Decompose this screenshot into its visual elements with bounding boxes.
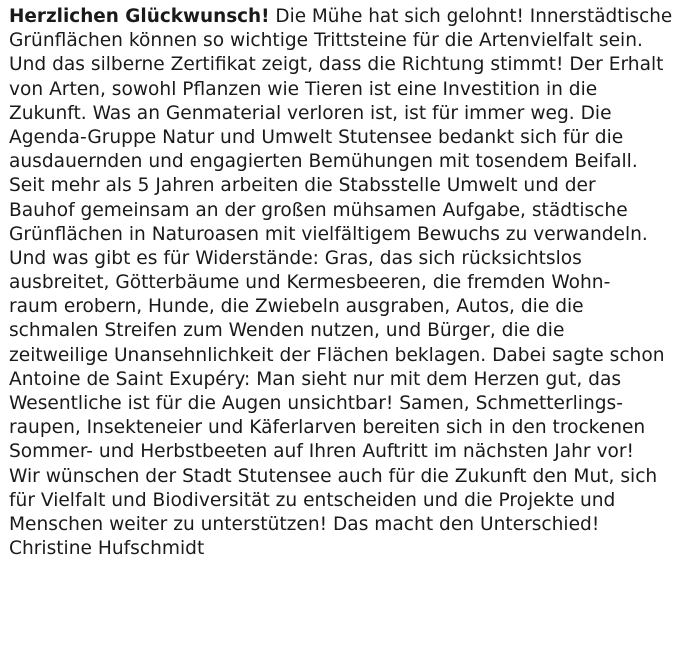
letter-line: Agenda-Gruppe Natur und Umwelt Stutensee bedankt sich für die	[9, 126, 624, 148]
letter-line: Bauhof gemeinsam an der großen mühsamen Aufgabe, städtische	[9, 199, 628, 221]
letter-line: raupen, Insekteneier und Käferlarven bereiten sich in den trockenen	[9, 417, 646, 439]
greeting: Herzlichen Glückwunsch!	[9, 6, 270, 27]
letter-line: Und was gibt es für Widerstände: Gras, das sich rücksichtslos	[9, 247, 582, 269]
letter-line: raum erobern, Hunde, die Zwiebeln ausgraben, Autos, die die	[9, 296, 584, 318]
letter-line: Antoine de Saint Exupéry: Man sieht nur mit dem Herzen gut, das	[9, 368, 622, 390]
letter-line: von Arten, sowohl Pflanzen wie Tieren ist eine Investition in die	[9, 78, 598, 100]
letter-line: schmalen Streifen zum Wenden nutzen, und Bürger, die die	[9, 320, 565, 342]
letter-line: Grünflächen in Naturoasen mit vielfältigem Bewuchs zu verwandeln.	[9, 223, 648, 245]
letter-line: Wir wünschen der Stadt Stutensee auch für die Zukunft den Mut, sich	[9, 465, 658, 487]
letter-line: Wesentliche ist für die Augen unsichtbar! Samen, Schmetterlings-	[9, 393, 623, 414]
signature: Christine Hufschmidt	[9, 538, 205, 560]
letter-line	[9, 5, 672, 29]
letter-line: Menschen weiter zu unterstützen! Das macht den Unterschied!	[9, 513, 600, 535]
letter-line: Grünflächen können so wichtige Trittsteine für die Artenvielfalt sein.	[9, 30, 643, 52]
letter-line: Seit mehr als 5 Jahren arbeiten die Stabsstelle Umwelt und der	[9, 175, 596, 197]
letter-line: ausbreitet, Götterbäume und Kermesbeeren, die fremden Wohn-	[9, 272, 611, 294]
letter-line: Sommer- und Herbstbeeten auf Ihren Auftritt im nächsten Jahr vor!	[9, 441, 634, 463]
letter-text: Die Mühe hat sich gelohnt! Innerstädtische	[269, 6, 673, 27]
letter-line: Und das silberne Zertifikat zeigt, dass die Richtung stimmt! Der Erhalt	[9, 54, 664, 76]
letter-line: zeitweilige Unansehnlichkeit der Flächen beklagen. Dabei sagte schon	[9, 344, 665, 366]
letter-line: für Vielfalt und Biodiversität zu entscheiden und die Projekte und	[9, 489, 616, 511]
letter-line: ausdauernden und engagierten Bemühungen mit tosendem Beifall.	[9, 151, 638, 173]
letter-line: Zukunft. Was an Genmaterial verloren ist, ist für immer weg. Die	[9, 102, 612, 124]
